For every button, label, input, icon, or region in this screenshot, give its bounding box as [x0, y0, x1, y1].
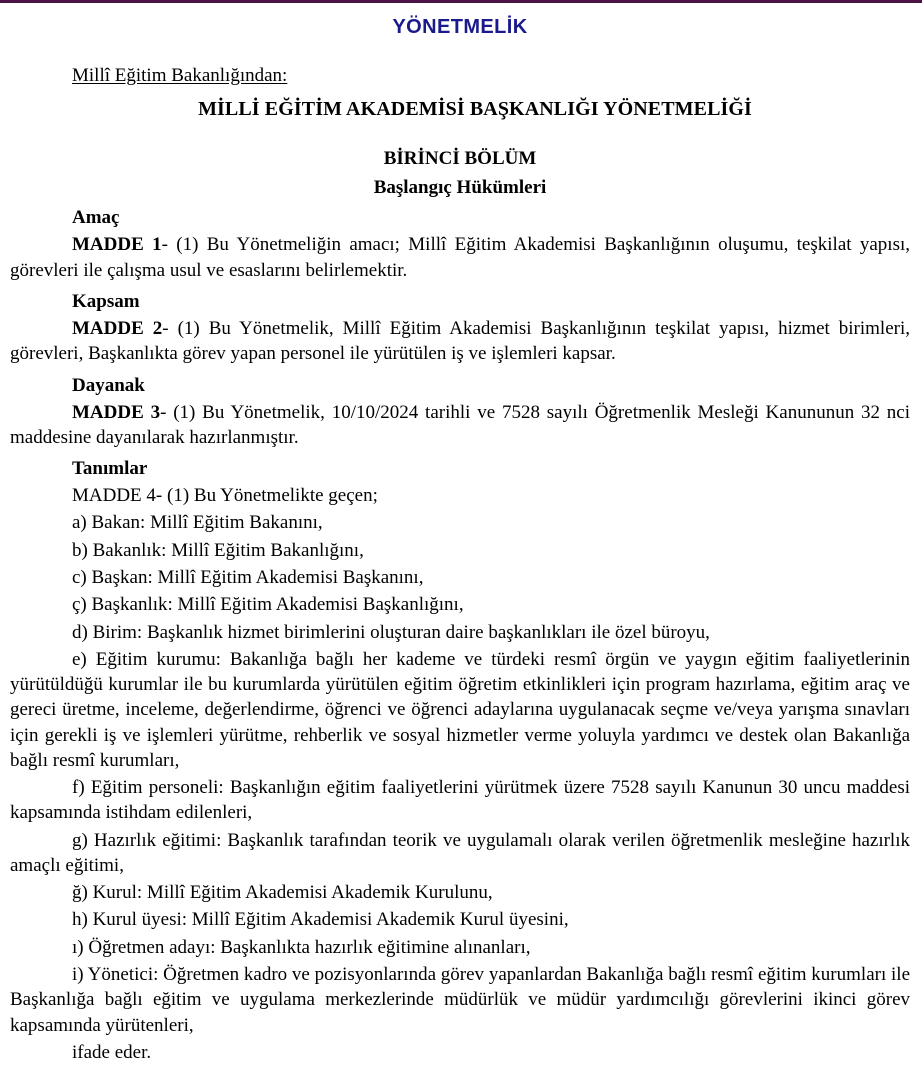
article-heading-dayanak: Dayanak — [72, 374, 145, 396]
article-heading-kapsam: Kapsam — [72, 290, 140, 312]
definition-item: ı) Öğretmen adayı: Başkanlıkta hazırlık eğitimine alınanları, — [72, 936, 531, 958]
definition-item: d) Birim: Başkanlık hizmet birimlerini oluşturan daire başkanlıkları ile özel büroyu, — [72, 621, 710, 643]
article-label-suffix-4: - — [155, 485, 163, 507]
article-body-1 — [10, 232, 910, 283]
definition-item: b) Bakanlık: Millî Eğitim Bakanlığını, — [72, 539, 364, 561]
definition-item: e) Eğitim kurumu: Bakanlığa bağlı her kademe ve türdeki resmî örgün ve yaygın eğitim faaliyetlerinin yürütüldüğü kurumlar ile bu kurumlarda yürütülen eğitim öğretim etkinlikleri için program hazırlama, eğitim araç ve gereci üretme, inceleme, değerlendirme, öğrenci ve öğrenci adaylarına uygulanacak seçme ve/veya yarışma sınavları için gerekli iş ve işlemleri yürütme, rehberlik ve sosyal hizmetler verme yoluyla yardımcı ve destek olan Bakanlığa bağlı resmî kurumları, — [10, 648, 910, 771]
document-title: MİLLİ EĞİTİM AKADEMİSİ BAŞKANLIĞI YÖNETMELİĞİ — [198, 97, 752, 120]
definition-item: c) Başkan: Millî Eğitim Akademisi Başkanını, — [72, 567, 424, 588]
article-text-1: Bu Yönetmeliğin amacı; Millî Eğitim Akademisi Başkanlığının oluşumu, teşkilat yapısı, görevleri ile çalışma usul ve esaslarını belirlemektir. — [10, 234, 910, 281]
article-label-2: MADDE 2 — [72, 317, 163, 339]
issuer-label: Millî Eğitim Bakanlığından: — [72, 65, 288, 86]
article-text-4: Bu Yönetmelikte geçen; — [193, 485, 378, 507]
top-border-rule — [0, 0, 922, 3]
article-clause-4: (1) — [162, 485, 194, 507]
definition-item: ğ) Kurul: Millî Eğitim Akademisi Akademik Kurulunu, — [72, 882, 493, 904]
article-text-2: Bu Yönetmelik, Millî Eğitim Akademisi Başkanlığının teşkilat yapısı, hizmet birimleri, görevleri, Başkanlıkta görev yapan personel ile yürütülen iş ve işlemleri kapsar. — [10, 317, 910, 365]
section-name: Başlangıç Hükümleri — [373, 176, 547, 198]
document-content — [0, 16, 922, 1065]
gazette-title: YÖNETMELİK — [392, 16, 528, 38]
section-number: BİRİNCİ BÖLÜM — [383, 147, 537, 169]
article-clause-1: (1) — [167, 234, 207, 256]
article-text-3: Bu Yönetmelik, 10/10/2024 tarihli ve 7528 sayılı Öğretmenlik Mesleği Kanununun 32 nci maddesine dayanılarak hazırlanmıştır. — [10, 401, 911, 448]
article-label-1: MADDE 1 — [72, 234, 162, 256]
article-heading-amac: Amaç — [72, 207, 120, 229]
definition-item: h) Kurul üyesi: Millî Eğitim Akademisi Akademik Kurul üyesini, — [72, 909, 569, 931]
article-body-3 — [10, 400, 910, 451]
article-label-suffix-1: - — [161, 234, 168, 256]
article-label-4: MADDE 4 — [72, 485, 156, 507]
closing-text: ifade eder. — [72, 1041, 152, 1063]
definition-item: g) Hazırlık eğitimi: Başkanlık tarafından teorik ve uygulamalı olarak verilen öğretmenlik mesleğine hazırlık amaçlı eğitimi, — [10, 829, 910, 876]
article-label-3: MADDE 3 — [72, 401, 161, 423]
definition-item: f) Eğitim personeli: Başkanlığın eğitim faaliyetlerini yürütmek üzere 7528 sayılı Kanunun 30 uncu maddesi kapsamında istihdam edilenleri, — [10, 777, 910, 824]
article-body-2 — [10, 316, 910, 367]
definition-item: ç) Başkanlık: Millî Eğitim Akademisi Başkanlığını, — [72, 594, 464, 616]
issuer-line — [10, 38, 910, 88]
article-label-suffix-2: - — [162, 317, 169, 339]
definition-item: i) Yönetici: Öğretmen kadro ve pozisyonlarında görev yapanlardan Bakanlığa bağlı resmî eğitim kurumları ile Başkanlığa bağlı eğitim ve uygulama merkezlerinde müdürlük ve müdür yardımcılığı görevlerini ikinci görev kapsamında yürütenleri, — [10, 963, 910, 1036]
article-clause-3: (1) — [166, 401, 203, 423]
article-heading-tanimlar: Tanımlar — [72, 458, 148, 480]
article-label-suffix-3: - — [160, 401, 167, 423]
article-clause-2: (1) — [168, 317, 209, 339]
article-body-4 — [10, 483, 910, 508]
definition-item: a) Bakan: Millî Eğitim Bakanını, — [72, 512, 323, 534]
